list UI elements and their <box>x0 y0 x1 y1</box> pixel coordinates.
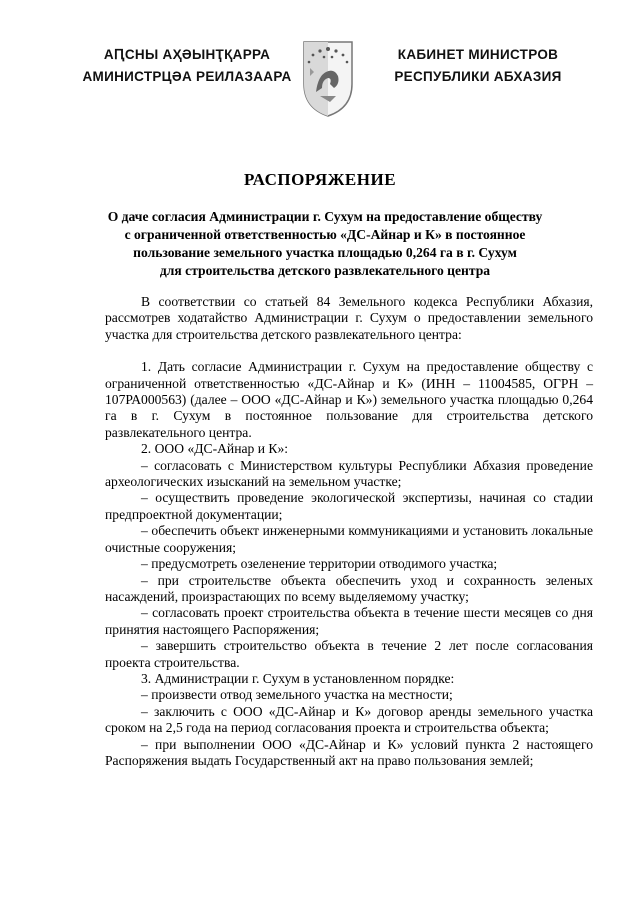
subject-line: с ограниченной ответственностью «ДС-Айнар и К» в постоянное <box>124 227 526 242</box>
clause-paragraph: 3. Администрации г. Сухум в установленном порядке: <box>141 670 455 686</box>
list-item: – завершить строительство объекта в течение 2 лет после согласования проекта строительства. <box>105 638 593 670</box>
subject-line: О даче согласия Администрации г. Сухум на предоставление обществу <box>107 209 543 224</box>
clause-paragraph: 2. ООО «ДС-Айнар и К»: <box>141 441 289 457</box>
subject-line: для строительства детского развлекательного центра <box>159 263 491 278</box>
list-item: – обеспечить объект инженерными коммуникациями и установить локальные очистные сооружения; <box>105 523 593 555</box>
document-title: РАСПОРЯЖЕНИЕ <box>243 170 397 189</box>
list-item: – согласовать проект строительства объекта в течение шести месяцев со дня принятия настоящего Распоряжения; <box>105 605 593 637</box>
coat-of-arms-icon <box>300 38 356 118</box>
header-left-line: АМИНИСТРЦӘА РЕИЛАЗААРА <box>82 69 292 84</box>
header-right-title <box>378 44 578 88</box>
list-item: – согласовать с Министерством культуры Республики Абхазия проведение археологических изысканий на земельном участке; <box>105 457 593 490</box>
document-subject <box>100 208 550 280</box>
header-right-line: КАБИНЕТ МИНИСТРОВ <box>397 47 559 62</box>
subject-line: пользование земельного участка площадью 0,264 га в г. Сухум <box>133 245 517 260</box>
list-item: – произвести отвод земельного участка на местности; <box>141 687 453 703</box>
list-item: – предусмотреть озеленение территории отводимого участка; <box>141 556 498 572</box>
list-item: – при выполнении ООО «ДС-Айнар и К» условий пункта 2 настоящего Распоряжения выдать Государственный акт на право пользования землей; <box>105 736 593 768</box>
list-item: – при строительстве объекта обеспечить уход и сохранность зеленых насаждений, произрастающих по всему выделяемому участку; <box>105 572 593 604</box>
header-right-line: РЕСПУБЛИКИ АБХАЗИЯ <box>394 69 562 84</box>
preamble-paragraph: В соответствии со статьей 84 Земельного кодекса Республики Абхазия, рассмотрев ходатайство Администрации г. Сухум о предоставлении земельного участка для строительства детского развлекательного центра: <box>105 294 593 342</box>
list-item: – осуществить проведение экологической экспертизы, начиная со стадии предпроектной документации; <box>105 490 593 522</box>
document-body <box>105 294 593 769</box>
header-left-line: АԤСНЫ АҲӘЫНҬҚАРРА <box>103 47 271 62</box>
clause-paragraph: 1. Дать согласие Администрации г. Сухум на предоставление обществу с ограниченной ответственностью «ДС-Айнар и К» (ИНН – 11004585, ОГРН – 107РА000563) (далее – ООО «ДС-Айнар и К») земельного участка площадью 0,264 га в г. Сухум в постоянное пользование для строительства детского развлекательного центра. <box>105 359 593 440</box>
list-item: – заключить с ООО «ДС-Айнар и К» договор аренды земельного участка сроком на 2,5 года на период согласования проекта и строительства объекта; <box>105 703 593 736</box>
header-left-title <box>82 44 292 88</box>
